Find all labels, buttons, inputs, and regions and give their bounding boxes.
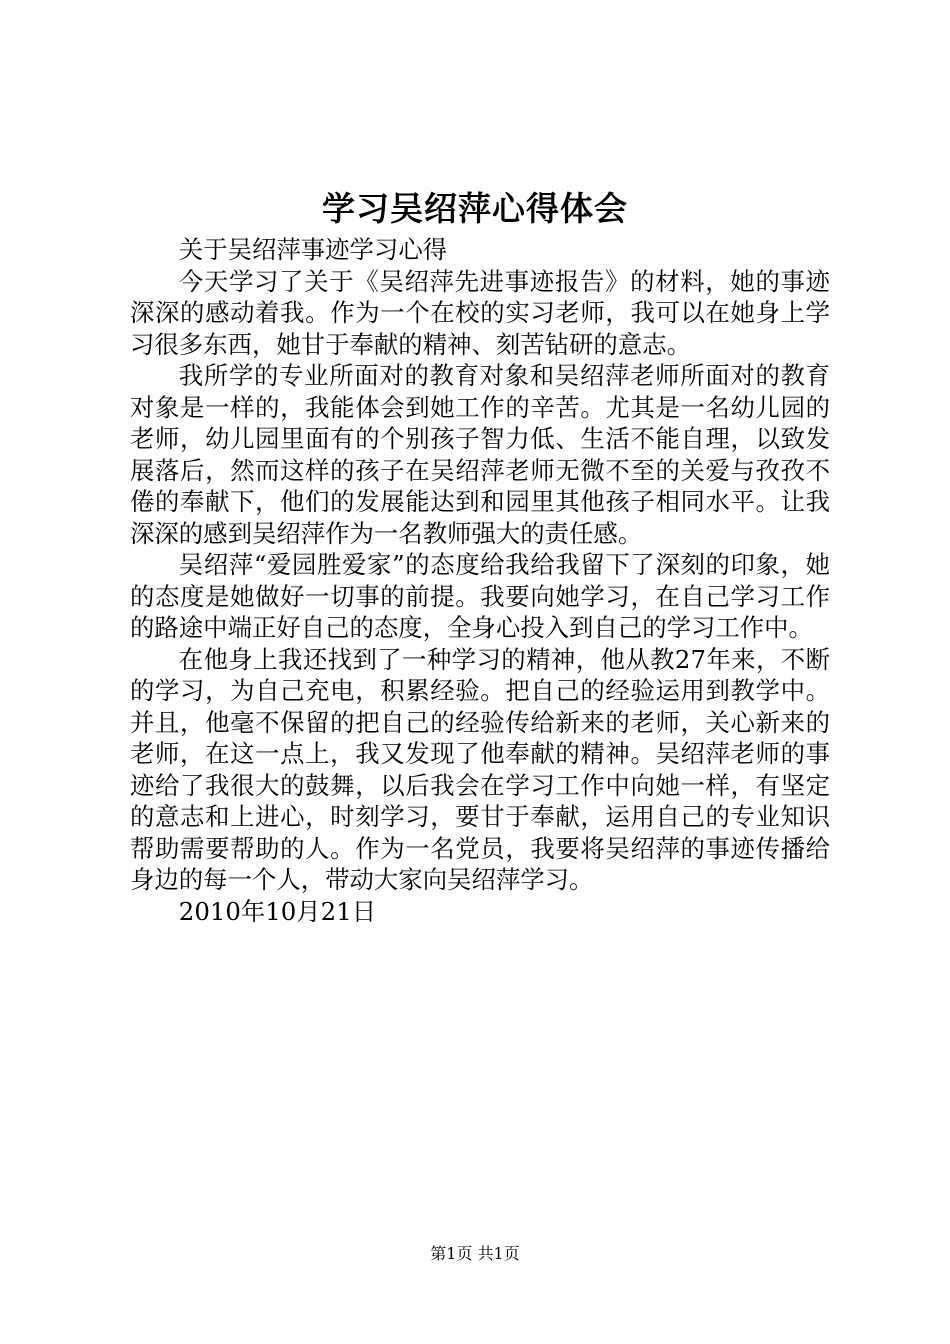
document-date: 2010年10月21日 (178, 896, 377, 926)
body-paragraph: 今天学习了关于《吴绍萍先进事迹报告》的材料，她的事迹深深的感动着我。作为一个在校的实习老师，我可以在她身上学习很多东西，她甘于奉献的精神、刻苦钻研的意志。 (130, 266, 830, 359)
body-paragraph: 我所学的专业所面对的教育对象和吴绍萍老师所面对的教育对象是一样的，我能体会到她工作的辛苦。尤其是一名幼儿园的老师，幼儿园里面有的个别孩子智力低、生活不能自理，以致发展落后，然而这样的孩子在吴绍萍老师无微不至的关爱与孜孜不倦的奉献下，他们的发展能达到和园里其他孩子相同水平。让我深深的感到吴绍萍作为一名教师强大的责任感。 (130, 361, 830, 548)
document-body (130, 234, 830, 927)
body-paragraph: 在他身上我还找到了一种学习的精神，他从教27年来，不断的学习，为自己充电，积累经验。把自己的经验运用到教学中。并且，他毫不保留的把自己的经验传给新来的老师，关心新来的老师，在这一点上，我又发现了他奉献的精神。吴绍萍老师的事迹给了我很大的鼓舞，以后我会在学习工作中向她一样，有坚定的意志和上进心，时刻学习，要甘于奉献，运用自己的专业知识帮助需要帮助的人。作为一名党员，我要将吴绍萍的事迹传播给身边的每一个人，带动大家向吴绍萍学习。 (130, 644, 830, 894)
body-paragraph: 吴绍萍“爱园胜爱家”的态度给我给我留下了深刻的印象，她的态度是她做好一切事的前提。我要向她学习，在自己学习工作的路途中端正好自己的态度，全身心投入到自己的学习工作中。 (130, 550, 830, 642)
page-footer: 第1页 共1页 (430, 1244, 520, 1263)
document-title: 学习吴绍萍心得体会 (322, 189, 628, 228)
subtitle-paragraph: 关于吴绍萍事迹学习心得 (178, 235, 448, 264)
